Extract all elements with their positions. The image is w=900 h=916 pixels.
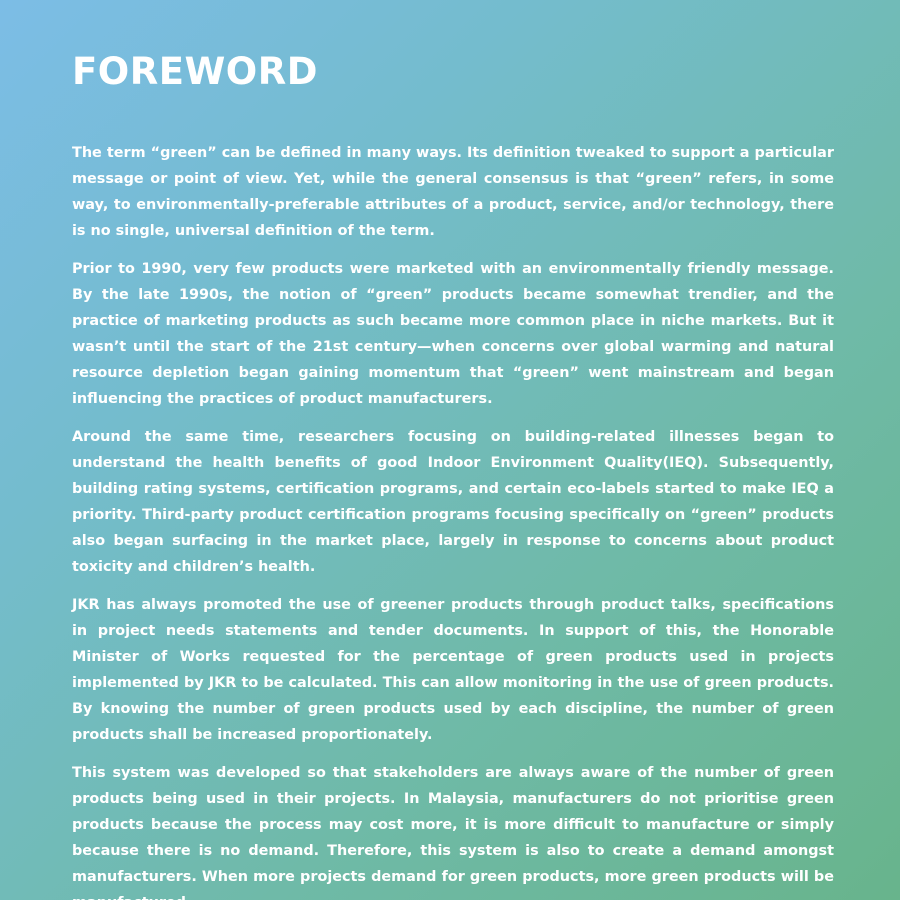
page-title: FOREWORD [72, 50, 318, 93]
paragraph-green-definition: The term “green” can be defined in many ways. Its definition tweaked to support a particular message or point of view. Yet, while the general consensus is that “green” refers, in some way, to environmentally-preferable attributes of a product, service, and/or technology, there is no single, universal definition of the term. [72, 145, 834, 239]
paragraph-ieq: Around the same time, researchers focusing on building-related illnesses began to understand the health benefits of good Indoor Environment Quality(IEQ). Subsequently, building rating systems, certification programs, and certain eco-labels started to make IEQ a priority. Third-party product certification programs focusing specifically on “green” products also began surfacing in the market place, largely in response to concerns about product toxicity and children’s health. [72, 429, 834, 575]
paragraph-system-purpose: This system was developed so that stakeholders are always aware of the number of green products being used in their projects. In Malaysia, manufacturers do not prioritise green products because the process may cost more, it is more difficult to manufacture or simply because there is no demand. Therefore, this system is also to create a demand amongst manufacturers. When more projects demand for green products, more green products will be manufactured. [72, 765, 834, 911]
paragraph-green-history: Prior to 1990, very few products were marketed with an environmentally friendly message. By the late 1990s, the notion of “green” products became somewhat trendier, and the practice of marketing products as such became more common place in niche markets. But it wasn’t until the start of the 21st century—when concerns over global warming and natural resource depletion began gaining momentum that “green” went mainstream and began influencing the practices of product manufacturers. [72, 261, 834, 407]
paragraph-jkr: JKR has always promoted the use of greener products through product talks, specifications in project needs statements and tender documents. In support of this, the Honorable Minister of Works requested for the percentage of green products used in projects implemented by JKR to be calculated. This can allow monitoring in the use of green products. By knowing the number of green products used by each discipline, the number of green products shall be increased proportionately. [72, 597, 834, 743]
